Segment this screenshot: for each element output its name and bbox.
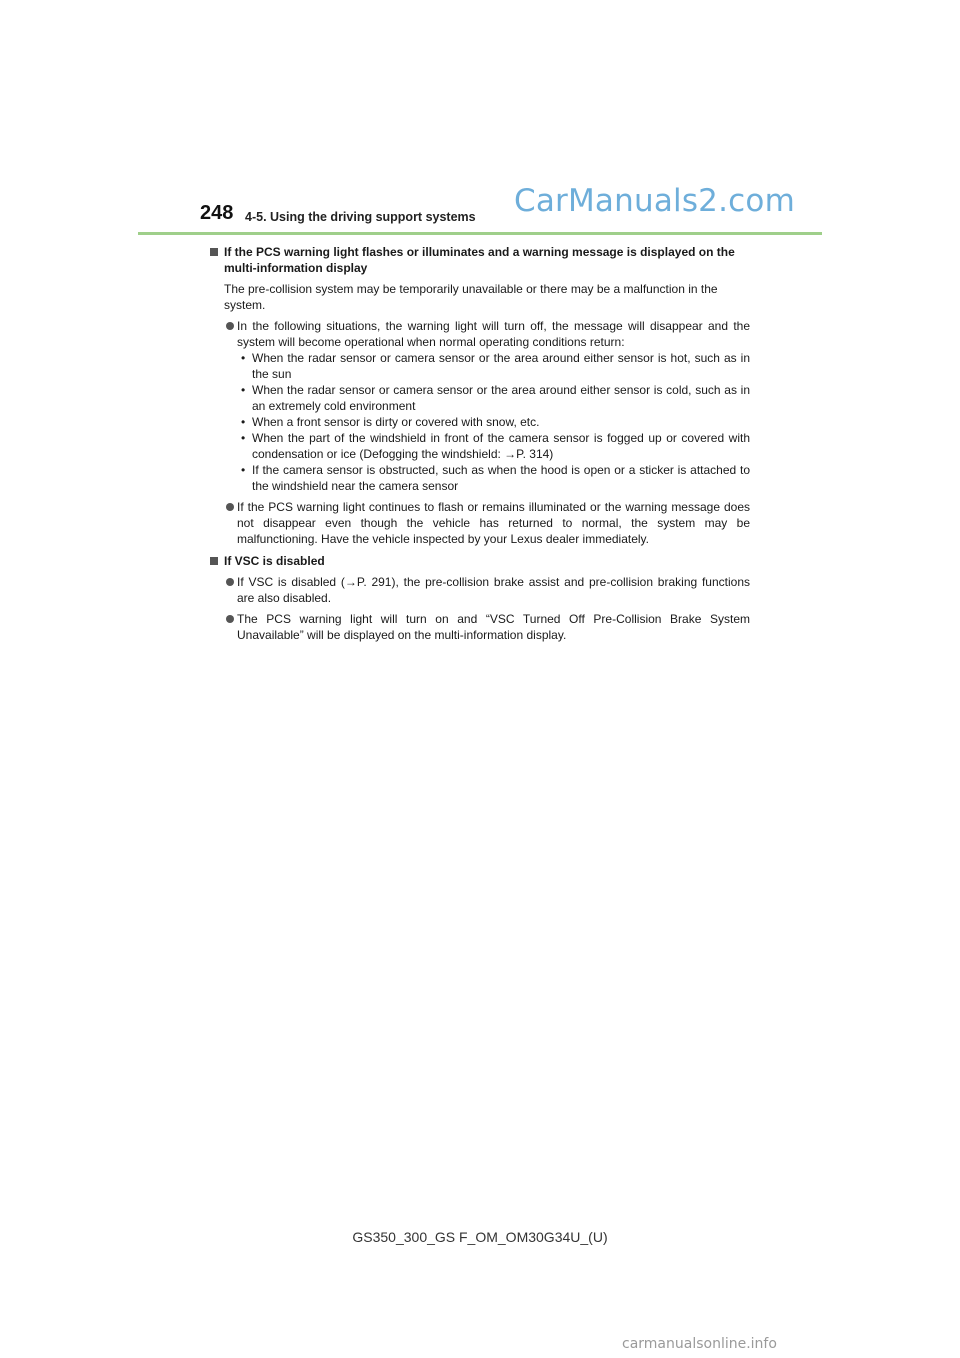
list-item: If VSC is disabled (→P. 291), the pre-collision brake assist and pre-collision braking functions are also disabled. [210, 574, 750, 606]
site-credit: carmanualsonline.info [622, 1336, 777, 1352]
square-bullet-icon [210, 248, 218, 256]
document-code: GS350_300_GS F_OM_OM30G34U_(U) [352, 1229, 608, 1245]
section-title: 4-5. Using the driving support systems [245, 210, 476, 224]
list-item: The PCS warning light will turn on and “VSC Turned Off Pre-Collision Brake System Unavailable” will be displayed on the multi-information display. [210, 611, 750, 643]
header-divider [138, 232, 822, 235]
circle-bullet-icon [226, 503, 234, 511]
section-heading-pcs-warning: If the PCS warning light flashes or illuminates and a warning message is displayed on the multi-information display [210, 244, 750, 276]
circle-bullet-icon [226, 322, 234, 330]
sub-list-item: • If the camera sensor is obstructed, such as when the hood is open or a sticker is attached to the windshield near the camera sensor [241, 463, 750, 493]
section-heading-vsc-disabled: If VSC is disabled [210, 553, 750, 569]
watermark-logo: CarManuals2.com [514, 183, 795, 219]
list-item: In the following situations, the warning light will turn off, the message will disappear and the system will become operational when normal operating conditions return: [210, 318, 750, 350]
section-paragraph: The pre-collision system may be temporarily unavailable or there may be a malfunction in the system. [224, 282, 718, 312]
page-content [210, 244, 750, 643]
sub-list-item: • When a front sensor is dirty or covered with snow, etc. [241, 415, 540, 429]
list-item: If the PCS warning light continues to flash or remains illuminated or the warning message does not disappear even though the vehicle has returned to normal, the system may be malfunctioning. Have the vehicle inspected by your Lexus dealer immediately. [210, 499, 750, 547]
square-bullet-icon [210, 557, 218, 565]
circle-bullet-icon [226, 615, 234, 623]
page-header [0, 0, 960, 240]
sub-list-item: • When the part of the windshield in front of the camera sensor is fogged up or covered with condensation or ice (Defogging the windshield: →P. 314) [241, 431, 750, 461]
sub-list-item: • When the radar sensor or camera sensor or the area around either sensor is cold, such as in an extremely cold environment [241, 383, 750, 413]
circle-bullet-icon [226, 578, 234, 586]
sub-list-item: • When the radar sensor or camera sensor or the area around either sensor is hot, such as in the sun [241, 351, 750, 381]
page-number: 248 [200, 202, 234, 224]
